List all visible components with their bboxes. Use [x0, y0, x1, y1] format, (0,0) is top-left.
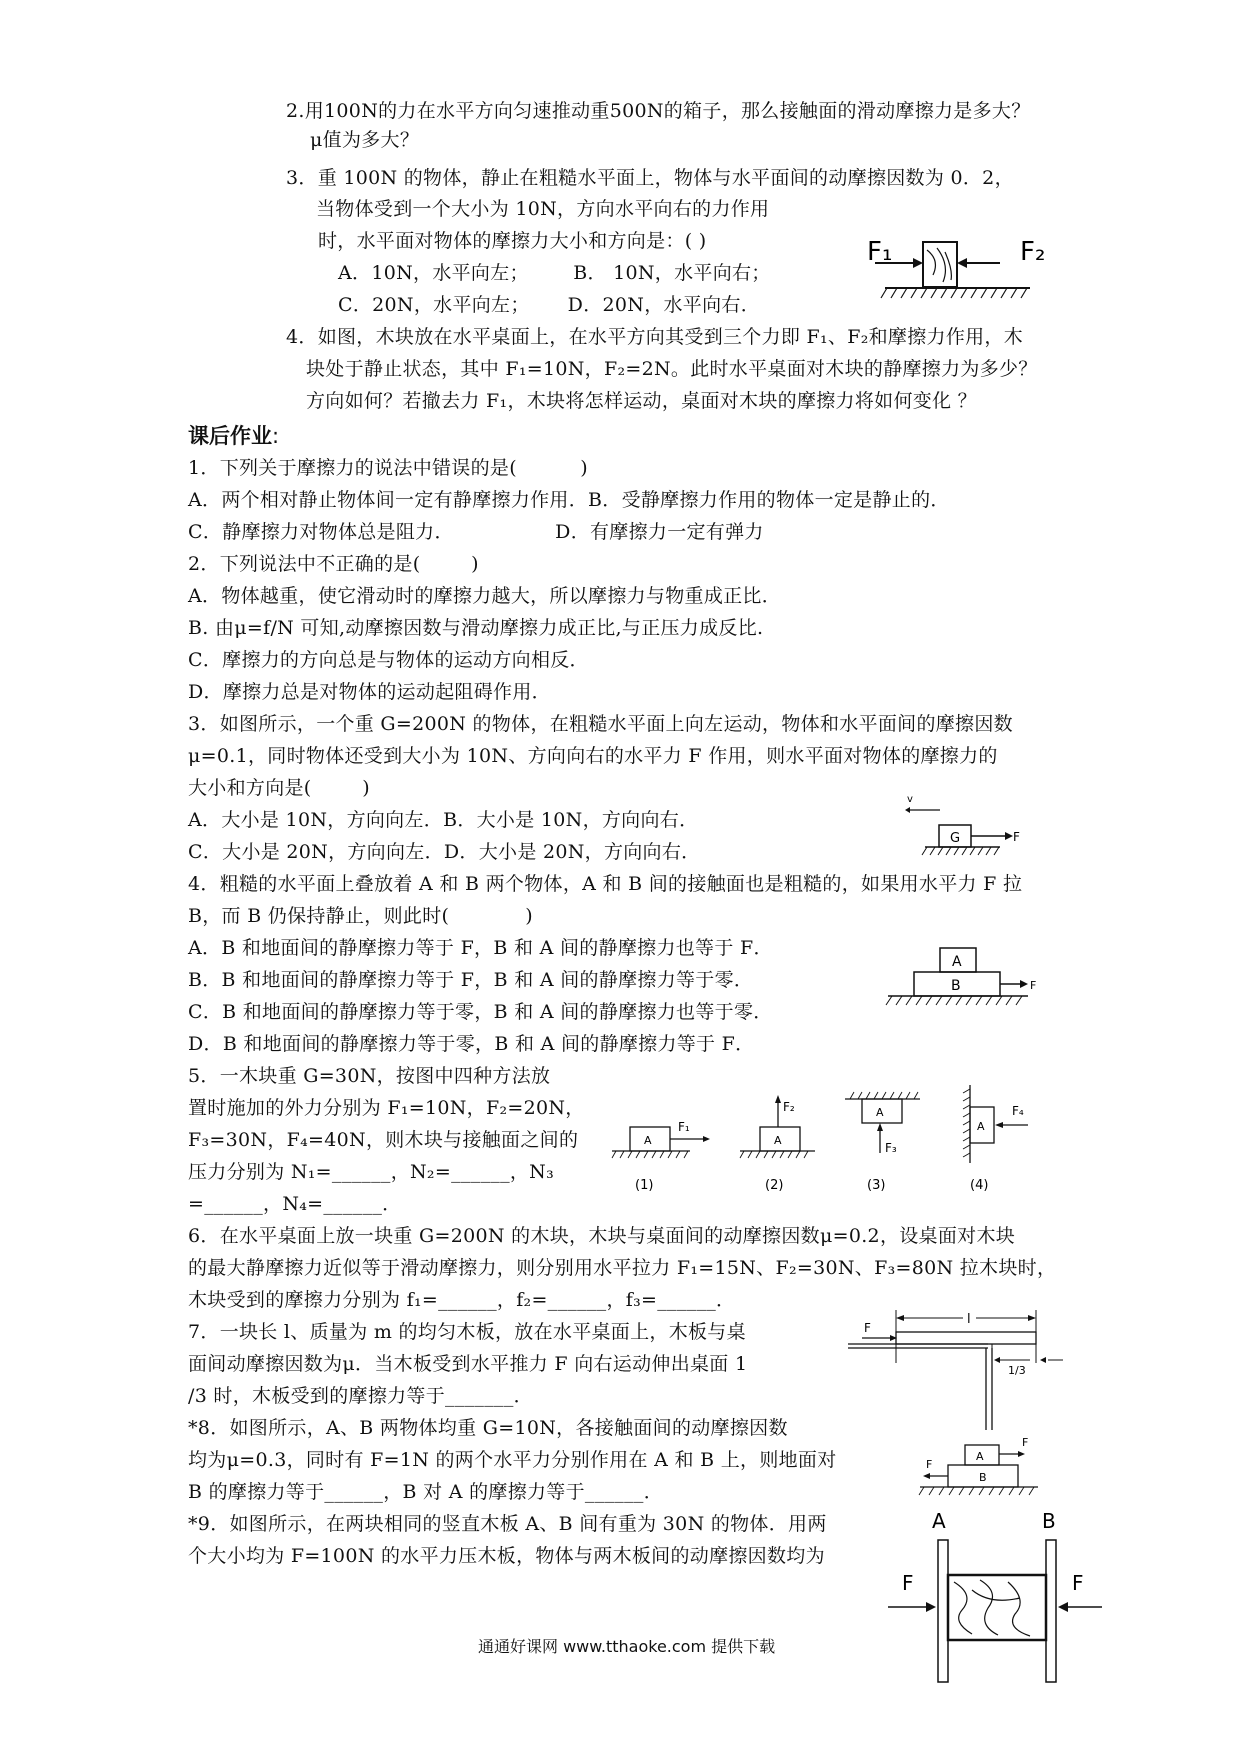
- hw4-line-1: 4．粗糙的水平面上叠放着 A 和 B 两个物体，A 和 B 间的接触面也是粗糙的，如果用水平力 F 拉: [188, 873, 1023, 895]
- hw7-line-3: /3 时，木板受到的摩擦力等于_______．: [188, 1385, 533, 1407]
- hw5-line-1: 5．一木块重 G=30N，按图中四种方法放: [188, 1065, 551, 1087]
- q3-line-3: 时，水平面对物体的摩擦力大小和方向是：( ): [318, 230, 707, 252]
- f-label-left: F: [902, 1571, 914, 1595]
- footer-source: 通通好课网 www.tthaoke.com 提供下载: [478, 1637, 776, 1656]
- caption-1: (1): [635, 1178, 654, 1193]
- a-label: A: [977, 1120, 985, 1133]
- hw2-option-b: B. 由μ=f/N 可知,动摩擦因数与滑动摩擦力成正比,与正压力成反比.: [188, 617, 764, 639]
- q3-line-1: 3．重 100N 的物体，静止在粗糙水平面上，物体与水平面间的动摩擦因数为 0．2，: [286, 167, 1014, 189]
- b-label: B: [979, 1471, 987, 1484]
- hw3-line-3: 大小和方向是( ): [188, 777, 370, 799]
- q2-line-2: μ值为多大？: [310, 129, 420, 151]
- hw7-line-2: 面间动摩擦因数为μ．当木板受到水平推力 F 向右运动伸出桌面 1: [188, 1353, 748, 1375]
- hw4-option-b: B．B 和地面间的静摩擦力等于 F，B 和 A 间的静摩擦力等于零．: [188, 969, 754, 991]
- figure-four-placements: [610, 1085, 1040, 1214]
- a-label: A: [932, 1509, 946, 1533]
- hw3-option-ab: A．大小是 10N，方向向左．B．大小是 10N，方向向右．: [188, 809, 699, 831]
- figure-a-b-two-forces: [908, 1432, 1058, 1516]
- homework-title: 课后作业:: [188, 424, 280, 448]
- q3-line-2: 当物体受到一个大小为 10N，方向水平向右的力作用: [316, 198, 770, 220]
- l-label: l: [967, 1312, 971, 1327]
- hw5-line-5: =______，N₄=______．: [188, 1193, 402, 1215]
- g-label: G: [950, 831, 961, 846]
- f1-label: F₁: [678, 1120, 690, 1134]
- placement-3: [845, 1092, 920, 1193]
- hw3-option-cd: C．大小是 20N，方向向左．D．大小是 20N，方向向右．: [188, 841, 701, 863]
- hw4-option-d: D．B 和地面间的静摩擦力等于零，B 和 A 间的静摩擦力等于 F．: [188, 1033, 755, 1055]
- caption-4: (4): [970, 1178, 989, 1193]
- q4-line-1: 4．如图，木块放在水平桌面上，在水平方向其受到三个力即 F₁、F₂和摩擦力作用，木: [286, 326, 1024, 348]
- f-label-right: F: [1072, 1571, 1084, 1595]
- f-label-left: F: [926, 1458, 933, 1471]
- hw5-line-2: 置时施加的外力分别为 F₁=10N，F₂=20N，: [188, 1097, 585, 1119]
- hw8-line-2: 均为μ=0.3，同时有 F=1N 的两个水平力分别作用在 A 和 B 上，则地面对: [188, 1449, 837, 1471]
- hw1-option-ab: A．两个相对静止物体间一定有静摩擦力作用．B．受静摩擦力作用的物体一定是静止的．: [188, 489, 950, 511]
- a-label: A: [952, 954, 962, 970]
- third-label: 1/3: [1008, 1364, 1026, 1377]
- hw5-line-4: 压力分别为 N₁=______，N₂=______，N₃: [188, 1161, 555, 1183]
- f2-label: F₂: [783, 1100, 795, 1114]
- hw3-line-2: μ=0.1，同时物体还受到大小为 10N、方向向右的水平力 F 作用，则水平面对物体的摩擦力的: [188, 745, 998, 767]
- hw6-line-2: 的最大静摩擦力近似等于滑动摩擦力，则分别用水平拉力 F₁=15N、F₂=30N、F₃=80N 拉木块时，: [188, 1257, 1057, 1279]
- hw4-option-c: C．B 和地面间的静摩擦力等于零，B 和 A 间的静摩擦力也等于零．: [188, 1001, 773, 1023]
- a-label: A: [976, 1450, 984, 1463]
- q2-line-1: 2.用100N的力在水平方向匀速推动重500N的箱子，那么接触面的滑动摩擦力是多大？: [286, 100, 1031, 122]
- hw8-line-3: B 的摩擦力等于______，B 对 A 的摩擦力等于______．: [188, 1481, 664, 1503]
- f-label: F: [1030, 979, 1037, 992]
- f2-label: F₂: [1020, 237, 1046, 267]
- hw9-line-1: *9．如图所示，在两块相同的竖直木板 A、B 间有重为 30N 的物体．用两: [188, 1513, 827, 1535]
- f-label-top: F: [1022, 1436, 1029, 1449]
- hw4-option-a: A．B 和地面间的静摩擦力等于 F，B 和 A 间的静摩擦力也等于 F．: [188, 937, 773, 959]
- a-label: A: [876, 1106, 884, 1119]
- hw5-line-3: F₃=30N，F₄=40N，则木块与接触面之间的: [188, 1129, 579, 1151]
- figure-board-on-table: [848, 1308, 1068, 1437]
- hw2-option-d: D．摩擦力总是对物体的运动起阻碍作用．: [188, 681, 551, 703]
- a-label: A: [644, 1134, 652, 1147]
- a-label: A: [774, 1134, 782, 1147]
- hw9-line-2: 个大小均为 F=100N 的水平力压木板，物体与两木板间的动摩擦因数均为: [188, 1545, 825, 1567]
- hw2-option-c: C．摩擦力的方向总是与物体的运动方向相反．: [188, 649, 589, 671]
- hw2-question: 2．下列说法中不正确的是( ): [188, 553, 479, 575]
- placement-4: [963, 1085, 1028, 1193]
- f-label: F: [1013, 830, 1020, 844]
- hw6-line-1: 6．在水平桌面上放一块重 G=200N 的木块，木块与桌面间的动摩擦因数μ=0.2，设桌面对木块: [188, 1225, 1016, 1247]
- q3-option-cd: C．20N，水平向左； D．20N，水平向右．: [338, 294, 761, 316]
- f4-label: F₄: [1012, 1104, 1024, 1118]
- q3-option-ab: A．10N，水平向左； B． 10N，水平向右；: [338, 262, 771, 284]
- hw7-line-1: 7．一块长 l、质量为 m 的均匀木板，放在水平桌面上，木板与桌: [188, 1321, 746, 1343]
- caption-3: (3): [867, 1178, 886, 1193]
- hw8-line-1: *8．如图所示，A、B 两物体均重 G=10N，各接触面间的动摩擦因数: [188, 1417, 788, 1439]
- b-label: B: [1042, 1509, 1056, 1533]
- v-label: v: [907, 794, 913, 805]
- placement-2: [740, 1095, 815, 1193]
- hw1-question: 1．下列关于摩擦力的说法中错误的是( ): [188, 457, 589, 479]
- f3-label: F₃: [885, 1141, 897, 1155]
- caption-2: (2): [765, 1178, 784, 1193]
- figure-a-on-b: [880, 945, 1040, 1014]
- figure-g-block: [905, 790, 1055, 864]
- figure-two-vertical-boards: [880, 1510, 1110, 1694]
- f-label: F: [864, 1321, 871, 1335]
- q4-line-3: 方向如何？若撤去力 F₁，木块将怎样运动，桌面对木块的摩擦力将如何变化 ？: [306, 390, 977, 412]
- q4-line-2: 块处于静止状态，其中 F₁=10N，F₂=2N。此时水平桌面对木块的静摩擦力为多少？: [306, 358, 1038, 380]
- figure-f1-f2-block: [855, 230, 1055, 314]
- f1-label: F₁: [867, 237, 893, 267]
- hw1-option-cd: C．静摩擦力对物体总是阻力． D．有摩擦力一定有弹力: [188, 521, 764, 543]
- hw3-line-1: 3．如图所示，一个重 G=200N 的物体，在粗糙水平面上向左运动，物体和水平面间的摩擦因数: [188, 713, 1013, 735]
- placement-1: [612, 1120, 710, 1193]
- hw6-line-3: 木块受到的摩擦力分别为 f₁=______，f₂=______，f₃=______．: [188, 1289, 736, 1311]
- hw4-line-2: B，而 B 仍保持静止，则此时( ): [188, 905, 534, 927]
- hw2-option-a: A．物体越重，使它滑动时的摩擦力越大，所以摩擦力与物重成正比．: [188, 585, 782, 607]
- b-label: B: [951, 978, 961, 994]
